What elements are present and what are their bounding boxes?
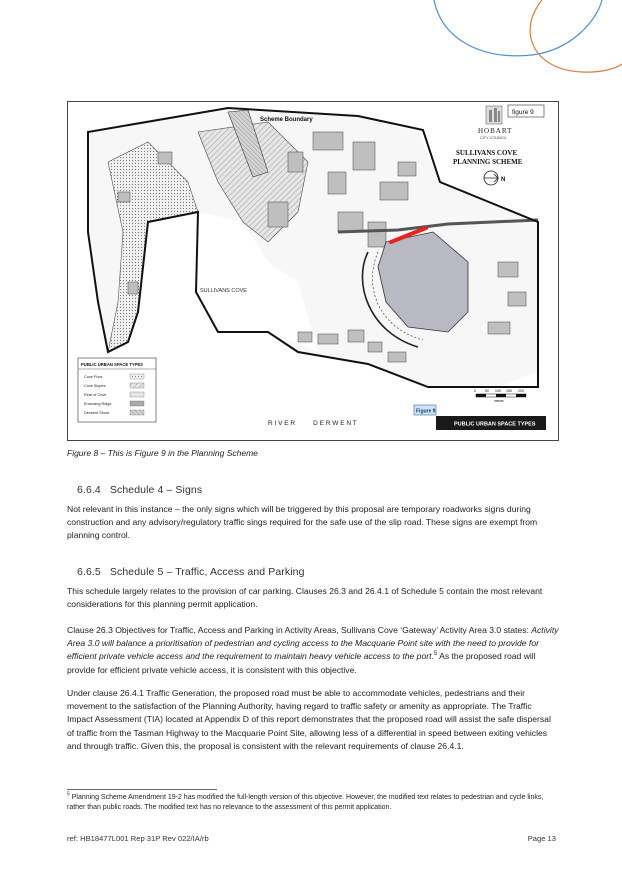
legend-title: PUBLIC URBAN SPACE TYPES [81,362,144,367]
legend-item: Cove Slopes [84,384,106,388]
section-heading-664 [77,484,202,496]
figure-caption: Figure 8 – This is Figure 9 in the Planning Scheme [67,448,258,458]
section-664-body: Not relevant in this instance – the only signs which will be triggered by this proposal are temporary roadworks signs during construction and any advisory/regulatory traffic sings required for the safe use of the slip road. These signs are exempt from planning control. [67,504,538,541]
plan-title-2: PLANNING SCHEME [453,158,523,166]
council-name: HOBART [478,127,513,135]
figure-badge: Figure 9 [416,408,436,415]
footer-bar-label: PUBLIC URBAN SPACE TYPES [454,421,536,428]
scale-label: 200 [518,389,524,393]
north-arrow-icon [484,171,498,185]
scale-label: 50 [485,389,489,393]
figure-tag: figure 9 [512,109,534,116]
scale-label: 100 [495,389,501,393]
scheme-boundary-label: Scheme Boundary [260,117,313,123]
section-number: 6.6.4 [77,484,101,496]
legend-item: Rear of Cove [84,393,107,397]
legend-item: Cove Floor [84,375,103,379]
para-2-lead: Clause 26.3 Objectives for Traffic, Access and Parking in Activity Areas, Sullivans Cove ‘Gateway’ Activity Area 3.0 states: [67,625,532,635]
legend-box [78,358,156,422]
para-2-quote: Activity Area 3.0 will balance a prioritisation of pedestrian and cycling access to the Macquarie Point site with the need to provide for efficient private vehicle access and the requirement to maintain heavy vehicle access to the port. [67,625,559,662]
section-title: Schedule 4 – Signs [109,484,203,496]
section-number: 6.6.5 [77,566,101,578]
footnote [67,793,563,812]
scale-unit: metres [494,399,504,403]
legend-item: Enclosing Ridge [84,402,112,406]
footnote-ref[interactable]: 5 [433,651,438,658]
section-665-para-1: This schedule largely relates to the provision of car parking. Clauses 26.3 and 26.4.1 of Schedule 5 contain the most relevant considerations for this planning permit application. [67,586,543,610]
scale-bar [476,394,526,397]
hobart-city-council-logo [486,106,502,124]
footer-reference: ref: HB18477L001 Rep 31P Rev 022/IA/rb [67,834,209,843]
scale-label: 150 [506,389,512,393]
plan-title-1: SULLIVANS COVE [456,149,518,157]
council-sub: CITY COUNCIL [480,136,507,140]
section-title: Schedule 5 – Traffic, Access and Parking [109,566,305,578]
sullivans-cove-map [68,102,558,440]
para-2-tail: As the proposed road will provide for efficient private vehicle access, it is consistent with this objective. [67,651,536,675]
sullivans-cove-label: SULLIVANS COVE [200,288,247,294]
planning-map-figure [67,101,559,441]
footnote-number: 5 [67,791,70,798]
section-665-para-2 [67,624,559,677]
legend-item: Derwent Shore [84,411,110,415]
footnote-rule [67,789,217,790]
scale-label: 0 [474,389,476,393]
section-heading-665 [77,566,305,578]
footnote-text: Planning Scheme Amendment 19-2 has modified the full-length version of this objective. However, the modified text relates to pedestrian and cycle links, rather than public roads. The modified text has no relevance to the assessment of this permit application. [67,794,544,811]
river-derwent-label: R I V E R D E R W E N T [268,420,357,427]
page-number: Page 13 [527,834,556,843]
north-label: N [501,177,506,183]
section-665-para-3: Under clause 26.4.1 Traffic Generation, the proposed road must be able to accommodate vehicles, pedestrians and their movement to the satisfaction of the Planning Authority, having regard to traffic safety or amenity as appropriate. The Traffic Impact Assessment (TIA) located at Appendix D of this report demonstrates that the proposed road will assist the safe dispersal of traffic from the Tasman Highway to the Macquarie Point Site, allowing less of a differential in speed between exiting vehicles and through traffic. Given this, the proposal is consistent with the relevant requirements of clause 26.4.1. [67,688,551,751]
